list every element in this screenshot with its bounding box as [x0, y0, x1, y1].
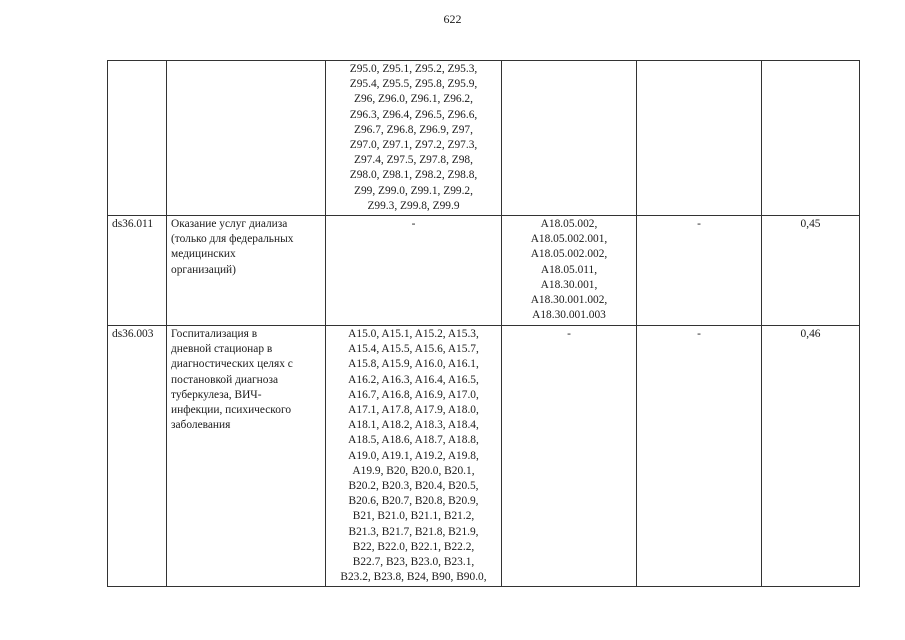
cell-text-line: Z96.3, Z96.4, Z96.5, Z96.6,: [349, 108, 478, 121]
cell-text-line: A18.30.001,: [540, 278, 598, 291]
group-name-cell: [167, 216, 326, 326]
cell-text-line: -: [411, 218, 416, 231]
cell-text-line: инфекции, психического: [171, 404, 292, 417]
cell-text-line: A19.9, B20, B20.0, B20.1,: [352, 464, 475, 477]
cell-text-line: Z95.0, Z95.1, Z95.2, Z95.3,: [349, 63, 478, 75]
cell-text-line: диагностических целях с: [171, 358, 293, 371]
cell-text-line: B20.2, B20.3, B20.4, B20.5,: [348, 480, 479, 493]
cell-text-line: A18.30.001.003: [532, 309, 606, 322]
cell-text-line: A18.05.002,: [540, 218, 598, 231]
group-code-cell: [108, 61, 167, 216]
service-codes-cell: [502, 326, 637, 587]
table-row: [108, 216, 860, 326]
cell-text-line: A18.1, A18.2, A18.3, A18.4,: [348, 419, 479, 432]
other-criteria-cell: -: [637, 326, 762, 587]
cell-text-line: B22, B22.0, B22.1, B22.2,: [352, 540, 475, 553]
cell-text-line: A19.0, A19.1, A19.2, A19.8,: [348, 449, 479, 462]
cell-text-line: туберкулеза, ВИЧ-: [171, 388, 262, 401]
cell-text-line: Z97.4, Z97.5, Z97.8, Z98,: [354, 154, 473, 167]
cell-text-line: Оказание услуг диализа: [171, 218, 288, 231]
cell-text-line: Z98.0, Z98.1, Z98.2, Z98.8,: [349, 169, 478, 182]
other-criteria-cell: [637, 61, 762, 216]
page-number: 622: [443, 12, 462, 26]
diagnosis-codes-cell: [326, 61, 502, 216]
cell-text-line: B20.6, B20.7, B20.8, B20.9,: [348, 495, 479, 508]
cell-text-line: Z96, Z96.0, Z96.1, Z96.2,: [354, 93, 473, 106]
cell-text-line: A17.1, A17.8, A17.9, A18.0,: [348, 404, 479, 417]
cell-text-line: A15.0, A15.1, A15.2, A15.3,: [348, 328, 479, 341]
cell-text-line: Z96.7, Z96.8, Z96.9, Z97,: [354, 123, 473, 136]
tariff-table: [107, 60, 860, 587]
cell-text-line: организаций): [171, 263, 236, 276]
table-row: [108, 61, 860, 216]
cell-text-line: (только для федеральных: [171, 233, 294, 246]
cell-text-line: медицинских: [171, 248, 236, 261]
diagnosis-codes-cell: [326, 216, 502, 326]
cell-text-line: A15.8, A15.9, A16.0, A16.1,: [348, 358, 479, 371]
service-codes-cell: [502, 216, 637, 326]
group-code-cell: ds36.003: [108, 326, 167, 587]
cell-text-line: постановкой диагноза: [171, 373, 279, 386]
table-row: [108, 326, 860, 587]
group-name-cell: [167, 61, 326, 216]
coefficient-cell: 0,45: [762, 216, 860, 326]
cell-text-line: A18.5, A18.6, A18.7, A18.8,: [348, 434, 479, 447]
cell-text-line: A16.7, A16.8, A16.9, A17.0,: [348, 388, 479, 401]
cell-text-line: A15.4, A15.5, A15.6, A15.7,: [348, 343, 479, 356]
cell-text-line: A18.05.011,: [540, 263, 598, 276]
cell-text-line: -: [567, 328, 571, 341]
cell-text-line: Z97.0, Z97.1, Z97.2, Z97.3,: [349, 139, 478, 152]
coefficient-cell: [762, 61, 860, 216]
cell-text-line: B23.2, B23.8, B24, B90, B90.0,: [340, 571, 487, 584]
cell-text-line: B21.3, B21.7, B21.8, B21.9,: [348, 525, 479, 538]
cell-text-line: Z99, Z99.0, Z99.1, Z99.2,: [354, 184, 473, 197]
cell-text-line: A18.05.002.001,: [530, 233, 608, 246]
service-codes-cell: [502, 61, 637, 216]
coefficient-cell: 0,46: [762, 326, 860, 587]
cell-text-line: A18.05.002.002,: [530, 248, 608, 261]
cell-text-line: дневной стационар в: [171, 343, 273, 356]
cell-text-line: B22.7, B23, B23.0, B23.1,: [352, 556, 475, 569]
diagnosis-codes-cell: [326, 326, 502, 587]
other-criteria-cell: -: [637, 216, 762, 326]
cell-text-line: A16.2, A16.3, A16.4, A16.5,: [348, 373, 479, 386]
group-code-cell: ds36.011: [108, 216, 167, 326]
cell-text-line: Z99.3, Z99.8, Z99.9: [367, 199, 460, 212]
cell-text-line: A18.30.001.002,: [530, 294, 608, 307]
cell-text-line: B21, B21.0, B21.1, B21.2,: [352, 510, 475, 523]
group-name-cell: [167, 326, 326, 587]
cell-text-line: Z95.4, Z95.5, Z95.8, Z95.9,: [349, 78, 478, 91]
cell-text-line: Госпитализация в: [171, 328, 258, 341]
cell-text-line: заболевания: [171, 419, 231, 432]
